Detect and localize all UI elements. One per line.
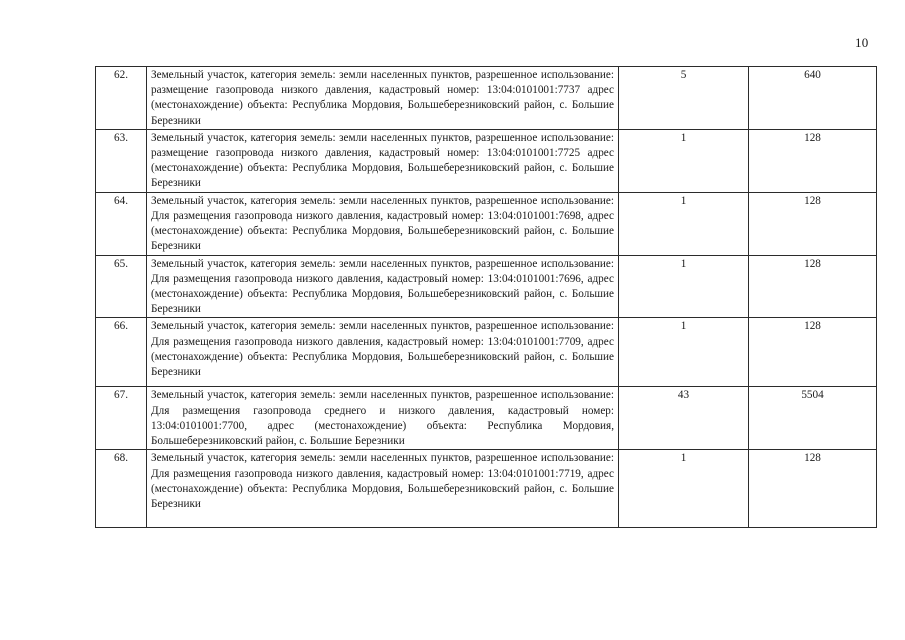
row-quantity: 1 bbox=[619, 255, 749, 318]
row-number: 63. bbox=[96, 129, 147, 192]
row-description: Земельный участок, категория земель: земли населенных пунктов, разрешенное использование: Для размещения газопровода низкого давления, кадастровый номер: 13:04:0101001:7698, адрес (местонахождение) объекта: Республика Мордовия, Большеберезниковский район, с. Большие Березники bbox=[147, 192, 619, 255]
row-quantity: 1 bbox=[619, 450, 749, 528]
land-plots-table bbox=[95, 66, 877, 528]
row-number: 67. bbox=[96, 387, 147, 450]
row-quantity: 5 bbox=[619, 67, 749, 130]
row-area: 128 bbox=[749, 450, 877, 528]
table-row bbox=[96, 192, 877, 255]
row-description: Земельный участок, категория земель: земли населенных пунктов, разрешенное использование: размещение газопровода низкого давления, кадастровый номер: 13:04:0101001:7737 адрес (местонахождение) объекта: Республика Мордовия, Большеберезниковский район, с. Большие Березники bbox=[147, 67, 619, 130]
row-area: 128 bbox=[749, 255, 877, 318]
row-area: 128 bbox=[749, 192, 877, 255]
row-area: 5504 bbox=[749, 387, 877, 450]
page-number: 10 bbox=[855, 35, 869, 50]
row-quantity: 1 bbox=[619, 129, 749, 192]
row-area: 640 bbox=[749, 67, 877, 130]
table-row bbox=[96, 318, 877, 387]
table-row bbox=[96, 129, 877, 192]
row-description: Земельный участок, категория земель: земли населенных пунктов, разрешенное использование: Для размещения газопровода среднего и низкого давления, кадастровый номер: 13:04:0101001:7700, адрес (местонахождение) объекта: Республика Мордовия, Большеберезниковский район, с. Большие Березники bbox=[147, 387, 619, 450]
table-row bbox=[96, 255, 877, 318]
table-row bbox=[96, 450, 877, 528]
row-description: Земельный участок, категория земель: земли населенных пунктов, разрешенное использование: Для размещения газопровода низкого давления, кадастровый номер: 13:04:0101001:7719, адрес (местонахождение) объекта: Республика Мордовия, Большеберезниковский район, с. Большие Березники bbox=[147, 450, 619, 528]
row-number: 62. bbox=[96, 67, 147, 130]
row-quantity: 1 bbox=[619, 192, 749, 255]
row-number: 64. bbox=[96, 192, 147, 255]
row-quantity: 43 bbox=[619, 387, 749, 450]
row-number: 66. bbox=[96, 318, 147, 387]
table-row bbox=[96, 387, 877, 450]
table-row bbox=[96, 67, 877, 130]
row-area: 128 bbox=[749, 318, 877, 387]
row-number: 68. bbox=[96, 450, 147, 528]
row-quantity: 1 bbox=[619, 318, 749, 387]
row-area: 128 bbox=[749, 129, 877, 192]
row-description: Земельный участок, категория земель: земли населенных пунктов, разрешенное использование: Для размещения газопровода низкого давления, кадастровый номер: 13:04:0101001:7709, адрес (местонахождение) объекта: Республика Мордовия, Большеберезниковский район, с. Большие Березники bbox=[147, 318, 619, 387]
row-description: Земельный участок, категория земель: земли населенных пунктов, разрешенное использование: размещение газопровода низкого давления, кадастровый номер: 13:04:0101001:7725 адрес (местонахождение) объекта: Республика Мордовия, Большеберезниковский район, с. Большие Березники bbox=[147, 129, 619, 192]
row-number: 65. bbox=[96, 255, 147, 318]
row-description: Земельный участок, категория земель: земли населенных пунктов, разрешенное использование: Для размещения газопровода низкого давления, кадастровый номер: 13:04:0101001:7696, адрес (местонахождение) объекта: Республика Мордовия, Большеберезниковский район, с. Большие Березники bbox=[147, 255, 619, 318]
